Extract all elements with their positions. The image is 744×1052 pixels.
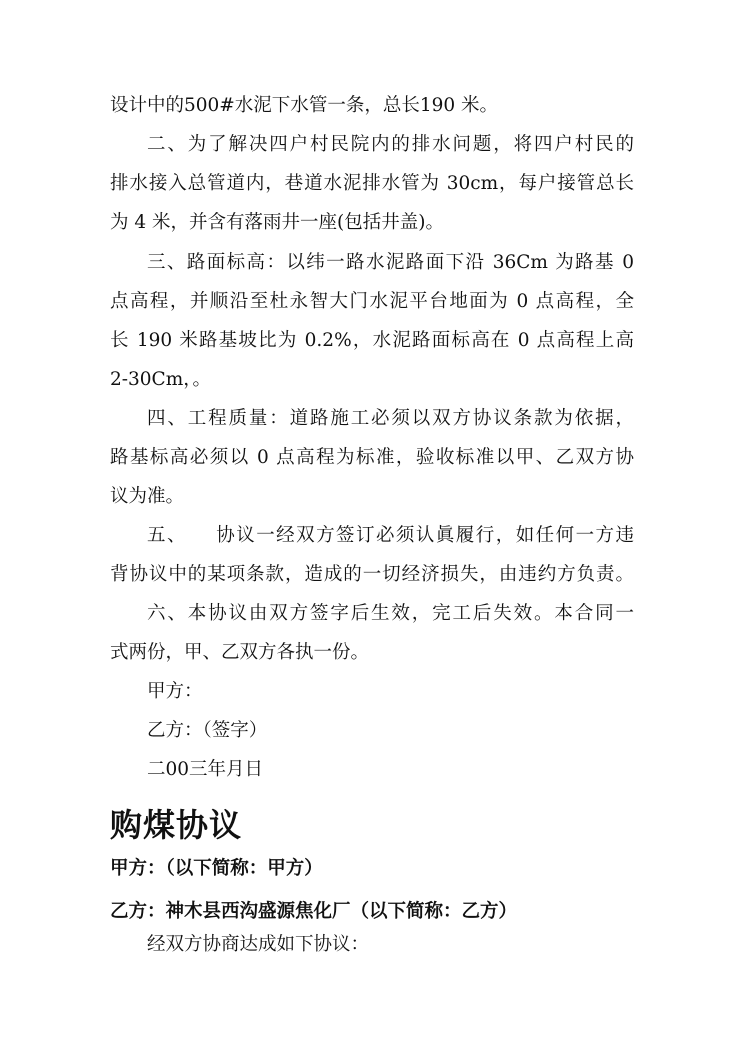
party-a-signature-line: 甲方：: [147, 681, 203, 702]
text-line: 六、本协议由双方签字后生效，完工后失效。本合同一: [147, 603, 634, 624]
party-b-line: 乙方：神木县西沟盛源焦化厂（以下简称：乙方）: [110, 901, 518, 922]
text-line: 三、路面标高：以纬一路水泥路面下沿 36Cm 为路基 0: [147, 252, 634, 273]
text-line: 二、为了解决四户村民院内的排水问题，将四户村民的: [147, 134, 634, 155]
text-line: 点高程，并顺沿至杜永智大门水泥平台地面为 0 点高程，全: [110, 291, 634, 312]
date-line: 二00三年月日: [147, 759, 264, 780]
text-line: 路基标高必须以 0 点高程为标准，验收标准以甲、乙双方协: [110, 447, 634, 468]
text-line: 为 4 米，并含有落雨井一座(包括井盖)。: [110, 212, 444, 233]
document-title: 购煤协议: [110, 806, 243, 844]
text-line: 背协议中的某项条款，造成的一切经济损失，由违约方负责。: [110, 564, 634, 585]
text-line: 2-30Cm，。: [110, 369, 212, 390]
party-b-signature-line: 乙方：（签字）: [147, 720, 268, 741]
intro-line: 经双方协商达成如下协议：: [147, 934, 370, 955]
text-line: 长 190 米路基坡比为 0.2%，水泥路面标高在 0 点高程上高: [110, 330, 634, 351]
text-line: 议为准。: [110, 486, 185, 507]
text-line: 式两份，甲、乙双方各执一份。: [110, 642, 370, 663]
party-a-line: 甲方：（以下简称：甲方）: [110, 858, 323, 879]
text-line: 设计中的500#水泥下水管一条，总长190 米。: [110, 95, 499, 116]
text-line: 五、 协议一经双方签订必须认眞履行，如任何一方违: [147, 525, 634, 546]
text-line: 排水接入总管道内，巷道水泥排水管为 30cm，每户接管总长: [110, 173, 634, 194]
text-line: 四、工程质量：道路施工必须以双方协议条款为依据，: [147, 408, 634, 429]
